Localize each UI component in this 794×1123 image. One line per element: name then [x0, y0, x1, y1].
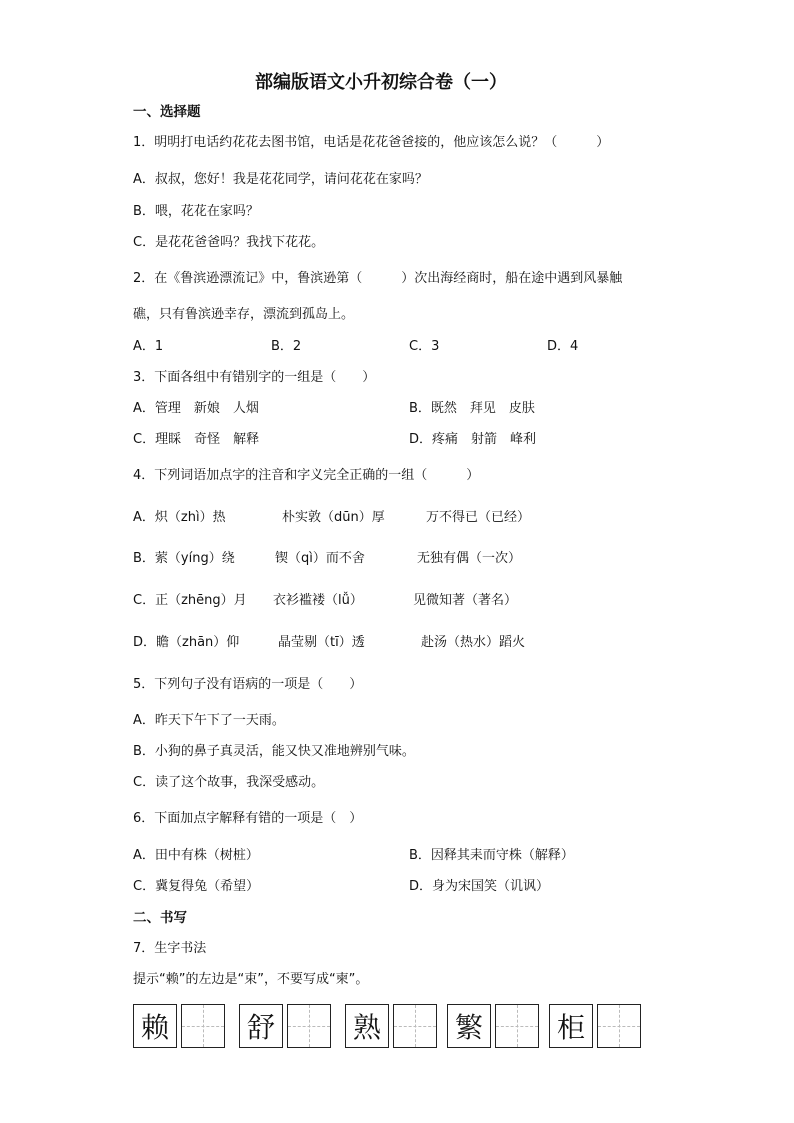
question-4-option-c-1: C．正（zhēng）月	[133, 593, 247, 608]
model-character-box: 赖	[133, 1004, 177, 1048]
question-5-option-a: A．昨天下午下了一天雨。	[133, 713, 285, 728]
question-4-option-b-3: 无独有偶（一次）	[417, 551, 522, 566]
question-6-option-d: D．身为宋国笑（讥讽）	[409, 879, 550, 894]
model-character-box: 繁	[447, 1004, 491, 1048]
model-character-box: 熟	[345, 1004, 389, 1048]
question-1-option-a: A．叔叔，您好！我是花花同学，请问花花在家吗？	[133, 172, 428, 187]
question-2-stem-line2: 礁，只有鲁滨逊幸存，漂流到孤岛上。	[133, 307, 355, 322]
question-2-option-b: B．2	[271, 339, 302, 354]
question-5-option-c: C．读了这个故事，我深受感动。	[133, 775, 325, 790]
page-title: 部编版语文小升初综合卷（一）	[255, 72, 507, 93]
question-4-option-a-2: 朴实敦（dūn）厚	[282, 510, 385, 525]
practice-box[interactable]	[181, 1004, 225, 1048]
question-4-option-d-1: D．瞻（zhān）仰	[133, 635, 240, 650]
question-4-option-a-3: 万不得已（已经）	[426, 510, 531, 525]
question-3-option-a: A．管理 新娘 人烟	[133, 401, 259, 416]
question-1-option-c: C．是花花爸爸吗？我找下花花。	[133, 235, 325, 250]
question-6-option-a: A．田中有株（树桩）	[133, 848, 259, 863]
model-character-box: 舒	[239, 1004, 283, 1048]
model-character-box: 柜	[549, 1004, 593, 1048]
practice-box[interactable]	[287, 1004, 331, 1048]
question-6-option-c: C．冀复得兔（希望）	[133, 879, 260, 894]
question-4-option-b-1: B．萦（yíng）绕	[133, 551, 235, 566]
question-5-stem: 5．下列句子没有语病的一项是（ ）	[133, 677, 363, 692]
question-1-stem: 1．明明打电话约花花去图书馆，电话是花花爸爸接的，他应该怎么说？（ ）	[133, 135, 610, 150]
question-3-stem: 3．下面各组中有错别字的一组是（ ）	[133, 370, 376, 385]
question-1-option-b: B．喂，花花在家吗？	[133, 204, 259, 219]
practice-box[interactable]	[597, 1004, 641, 1048]
question-5-option-b: B．小狗的鼻子真灵活，能又快又准地辨别气味。	[133, 744, 415, 759]
question-4-option-c-3: 见微知著（著名）	[413, 593, 518, 608]
question-4-option-c-2: 衣衫褴褛（lǚ）	[273, 593, 363, 608]
section-heading-choice: 一、选择题	[133, 104, 201, 120]
question-2-option-d: D．4	[547, 339, 579, 354]
question-6-stem: 6．下面加点字解释有错的一项是（ ）	[133, 811, 363, 826]
question-4-option-b-2: 锲（qì）而不舍	[275, 551, 365, 566]
question-2-option-c: C．3	[409, 339, 440, 354]
character-practice-grid	[133, 1004, 653, 1052]
question-4-option-a-1: A．炽（zhì）热	[133, 510, 226, 525]
question-7-stem: 7．生字书法	[133, 941, 207, 956]
question-4-stem: 4．下列词语加点字的注音和字义完全正确的一组（ ）	[133, 468, 480, 483]
question-2-option-a: A．1	[133, 339, 164, 354]
question-3-option-b: B．既然 拜见 皮肤	[409, 401, 535, 416]
practice-box[interactable]	[495, 1004, 539, 1048]
question-3-option-d: D．疼痛 射箭 峰利	[409, 432, 537, 447]
question-7-hint: 提示“赖”的左边是“束”，不要写成“柬”。	[133, 972, 369, 987]
section-heading-writing: 二、书写	[133, 910, 187, 926]
question-4-option-d-2: 晶莹剔（tī）透	[278, 635, 365, 650]
question-2-stem-line1: 2．在《鲁滨逊漂流记》中，鲁滨逊第（ ）次出海经商时，船在途中遇到风暴触	[133, 271, 623, 286]
question-6-option-b: B．因释其耒而守株（解释）	[409, 848, 574, 863]
question-4-option-d-3: 赴汤（热水）蹈火	[421, 635, 526, 650]
question-3-option-c: C．理睬 奇怪 解释	[133, 432, 260, 447]
practice-box[interactable]	[393, 1004, 437, 1048]
